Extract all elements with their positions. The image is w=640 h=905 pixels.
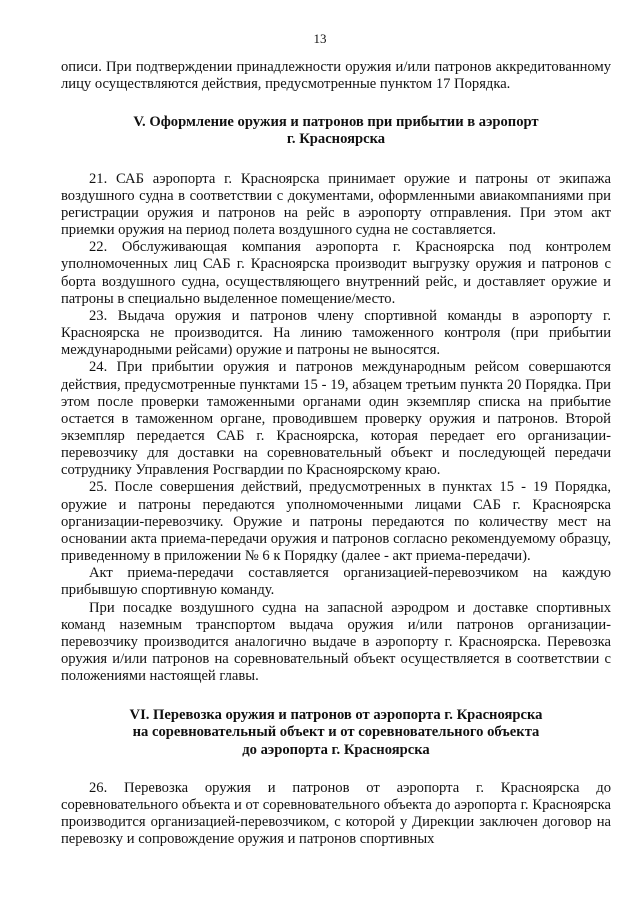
spacer [61, 685, 611, 707]
paragraph-26: 26. Перевозка оружия и патронов от аэропорта г. Красноярска до соревновательного объекта и от соревновательного объекта до аэропорта г. Красноярска производится организацией-перевозчиком, с которой у Дирекции заключен договор на перевозку и сопровождение оружия и патронов спортивных [61, 779, 611, 848]
paragraph-22: 22. Обслуживающая компания аэропорта г. Красноярска под контролем уполномоченных лиц САБ г. Красноярска производит выгрузку оружия и патронов с борта воздушного судна, осуществляющего внутренний рейс, и доставляет оружие и патроны в специально выделенное помещение/место. [61, 239, 611, 307]
paragraph-24: 24. При прибытии оружия и патронов международным рейсом совершаются действия, предусмотренные пунктами 15 - 19, абзацем третьим пункта 20 Порядка. При этом после проверки таможенными органами один экземпляр списка на прибытие остается в таможенном органе, проводившем проверку оружия и патронов. Второй экземпляр передается САБ г. Красноярска, которая передает его организации-перевозчику для доставки на соревновательный объект и последующей передачи сотруднику Управления Росгвардии по Красноярскому краю. [61, 359, 611, 479]
spacer [61, 93, 611, 114]
paragraph-25-act: Акт приема-передачи составляется организацией-перевозчиком на каждую прибывшую спортивную команду. [61, 565, 611, 599]
section-5-heading-line-2: г. Красноярска [286, 131, 386, 148]
section-5-heading [61, 114, 611, 148]
section-6-heading-line-2: на соревновательный объект и от соревновательного объекта [132, 724, 540, 741]
section-6-heading [61, 707, 611, 758]
document-body [61, 59, 611, 848]
paragraph-23: 23. Выдача оружия и патронов члену спортивной команды в аэропорту г. Красноярска не производится. На линию таможенного контроля (при прибытии международными рейсами) оружие и патроны не выносятся. [61, 307, 611, 359]
page-number: 13 [313, 31, 327, 46]
paragraph-21: 21. САБ аэропорта г. Красноярска принимает оружие и патроны от экипажа воздушного судна в соответствии с документами, оформленными авиакомпаниями при регистрации оружия и патронов на рейс в аэропорту отправления. При этом акт приемки оружия на период полета воздушного судна не составляется. [61, 170, 611, 239]
spacer [61, 759, 611, 780]
section-6-heading-line-1: VI. Перевозка оружия и патронов от аэропорта г. Красноярска [129, 707, 543, 724]
spacer [61, 149, 611, 171]
paragraph-25: 25. После совершения действий, предусмотренных в пунктах 15 - 19 Порядка, оружие и патроны передаются уполномоченными лицами САБ г. Красноярска организации-перевозчику. Оружие и патроны передаются по количеству мест на основании акта приема-передачи оружия и патронов согласно рекомендуемому образцу, приведенному в приложении № 6 к Порядку (далее - акт приема-передачи). [61, 479, 611, 565]
continuation-paragraph: описи. При подтверждении принадлежности оружия и/или патронов аккредитованному лицу осуществляются действия, предусмотренные пунктом 17 Порядка. [61, 59, 611, 93]
paragraph-25-alternate-airfield: При посадке воздушного судна на запасной аэродром и доставке спортивных команд наземным транспортом выдача оружия и/или патронов организации-перевозчику производится аналогично выдаче в аэропорту г. Красноярска. Перевозка оружия и/или патронов на соревновательный объект осуществляется в соответствии с положениями настоящей главы. [61, 599, 611, 685]
section-5-heading-line-1: V. Оформление оружия и патронов при прибытии в аэропорт [133, 114, 539, 131]
section-6-heading-line-3: до аэропорта г. Красноярска [242, 741, 430, 758]
